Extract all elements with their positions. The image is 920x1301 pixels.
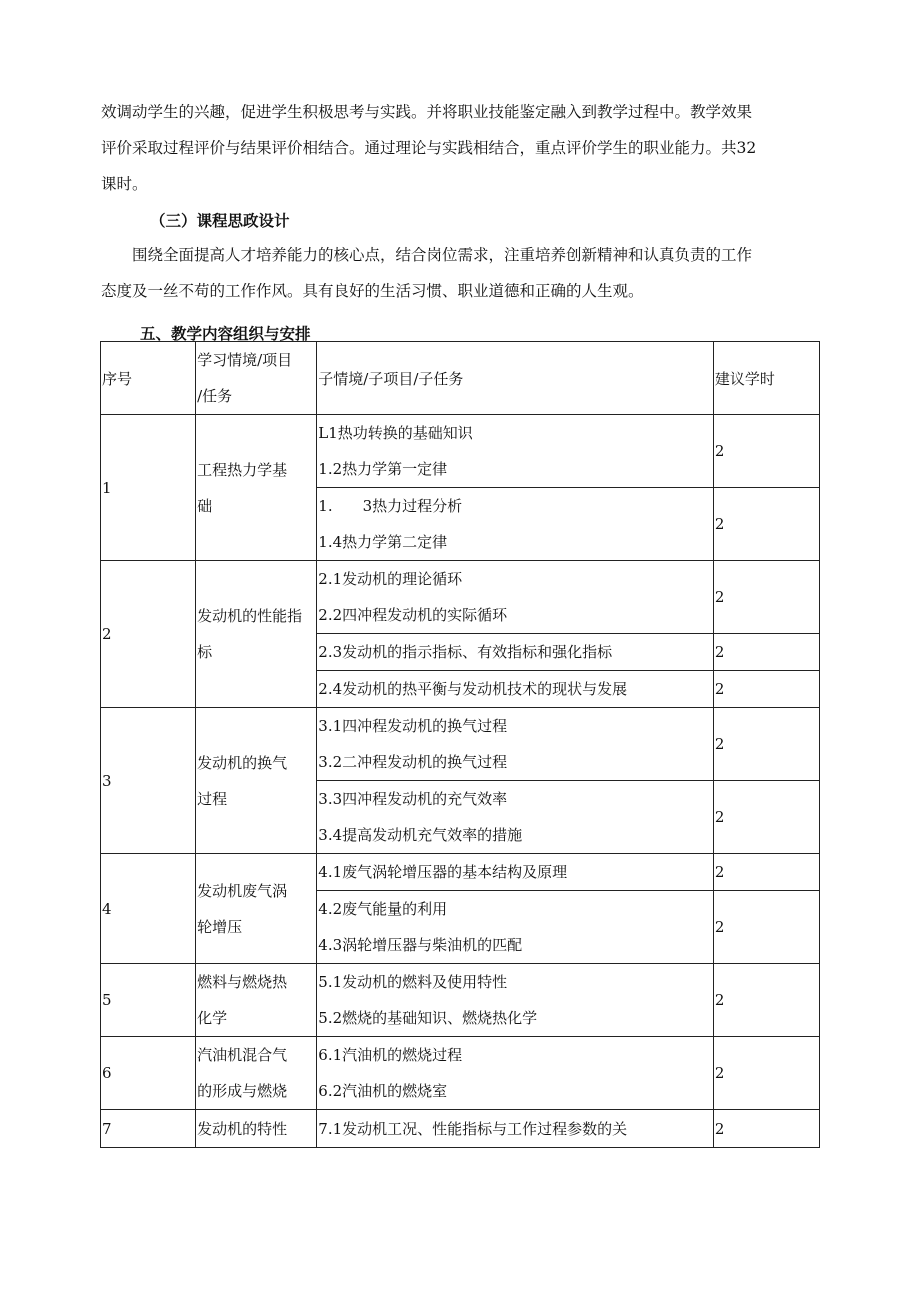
seq-cell: 1 (101, 415, 196, 561)
situation-line: 化学 (197, 1009, 228, 1027)
situation-line: 发动机的换气 (197, 753, 288, 772)
teaching-plan-table (100, 341, 820, 1148)
subtask-item: 3.4提高发动机充气效率的措施 (318, 826, 523, 844)
situation-cell (196, 1037, 317, 1110)
hours-cell: 2 (713, 708, 819, 781)
header-subtask: 子情境/子项目/子任务 (317, 342, 714, 415)
situation-line: 发动机废气涡 (197, 881, 288, 900)
situation-cell (196, 415, 317, 561)
subtask-cell (317, 781, 714, 854)
hours-cell: 2 (713, 415, 819, 488)
subtask-item: 3.1四冲程发动机的换气过程 (318, 717, 508, 735)
header-seq: 序号 (101, 342, 196, 415)
subtask-item: 2.3发动机的指示指标、有效指标和强化指标 (318, 643, 613, 661)
paragraph-line: 围绕全面提高人才培养能力的核心点，结合岗位需求，注重培养创新精神和认真负责的工作 (132, 246, 753, 264)
hours-cell: 2 (713, 891, 819, 964)
paragraph-line: 态度及一丝不苟的工作作风。具有良好的生活习惯、职业道德和正确的人生观。 (101, 282, 644, 300)
subtask-item: 1.2热力学第一定律 (318, 460, 448, 478)
subtask-item: 1.4热力学第二定律 (318, 533, 448, 551)
situation-line: 发动机的性能指 (197, 607, 303, 625)
seq-cell: 3 (101, 708, 196, 854)
situation-line: 过程 (197, 789, 228, 808)
table-row (101, 964, 820, 1037)
paragraph-line: 评价采取过程评价与结果评价相结合。通过理论与实践相结合，重点评价学生的职业能力。共32 (101, 139, 757, 157)
subtask-item: 3.2二冲程发动机的换气过程 (318, 753, 508, 771)
subtask-cell (317, 891, 714, 964)
situation-line: 燃料与燃烧热 (197, 973, 288, 991)
subtask-cell (317, 561, 714, 634)
subtask-cell (317, 488, 714, 561)
header-situation-line: /任务 (197, 387, 233, 405)
hours-cell: 2 (713, 1037, 819, 1110)
section-heading: 五、教学内容组织与安排 (140, 325, 311, 343)
hours-cell: 2 (713, 1110, 819, 1148)
subtask-item: 1. 3热力过程分析 (318, 497, 463, 515)
subtask-item: 5.2燃烧的基础知识、燃烧热化学 (318, 1009, 538, 1027)
subtask-cell (317, 1037, 714, 1110)
paragraph-ideology (101, 237, 823, 309)
subtask-cell (317, 964, 714, 1037)
paragraph-assessment (101, 94, 823, 202)
table-row (101, 1110, 820, 1148)
paragraph-line: 效调动学生的兴趣，促进学生积极思考与实践。并将职业技能鉴定融入到教学过程中。教学效果 (101, 103, 753, 121)
seq-cell: 6 (101, 1037, 196, 1110)
subtask-item: 2.1发动机的理论循环 (318, 570, 463, 588)
subtask-cell (317, 854, 714, 891)
table-header-row (101, 342, 820, 415)
subtask-item: 6.2汽油机的燃烧室 (318, 1082, 448, 1100)
seq-cell: 4 (101, 854, 196, 964)
subtask-cell (317, 634, 714, 671)
table-row (101, 561, 820, 634)
subtask-item: 6.1汽油机的燃烧过程 (318, 1046, 463, 1064)
seq-cell: 2 (101, 561, 196, 708)
situation-line: 标 (197, 643, 213, 661)
subtask-cell (317, 671, 714, 708)
subtask-item: 3.3四冲程发动机的充气效率 (318, 790, 508, 808)
situation-cell (196, 854, 317, 964)
situation-line: 工程热力学基 (197, 460, 288, 479)
subtask-item: L1热功转换的基础知识 (318, 424, 473, 442)
table-row (101, 854, 820, 891)
situation-cell (196, 964, 317, 1037)
hours-cell: 2 (713, 854, 819, 891)
hours-cell: 2 (713, 781, 819, 854)
paragraph-line: 课时。 (101, 175, 148, 193)
subtask-item: 4.3涡轮增压器与柴油机的匹配 (318, 936, 523, 954)
hours-cell: 2 (713, 964, 819, 1037)
hours-cell: 2 (713, 671, 819, 708)
subtask-cell (317, 708, 714, 781)
table-row (101, 415, 820, 488)
header-situation (196, 342, 317, 415)
sub-heading-ideology: （三）课程思政设计 (150, 212, 290, 230)
subtask-cell (317, 415, 714, 488)
subtask-item: 5.1发动机的燃料及使用特性 (318, 973, 508, 991)
seq-cell: 5 (101, 964, 196, 1037)
seq-cell: 7 (101, 1110, 196, 1148)
situation-line: 础 (197, 496, 213, 515)
table-row (101, 708, 820, 781)
situation-cell (196, 561, 317, 708)
situation-line: 的形成与燃烧 (197, 1082, 288, 1100)
subtask-item: 7.1发动机工况、性能指标与工作过程参数的关 (318, 1119, 628, 1138)
hours-cell: 2 (713, 561, 819, 634)
subtask-cell (317, 1110, 714, 1148)
subtask-item: 2.4发动机的热平衡与发动机技术的现状与发展 (318, 680, 628, 698)
situation-line: 发动机的特性 (197, 1119, 288, 1138)
subtask-item: 4.1废气涡轮增压器的基本结构及原理 (318, 863, 568, 881)
header-hours: 建议学时 (713, 342, 819, 415)
situation-cell (196, 708, 317, 854)
hours-cell: 2 (713, 634, 819, 671)
situation-cell (196, 1110, 317, 1148)
situation-line: 轮增压 (197, 917, 243, 936)
hours-cell: 2 (713, 488, 819, 561)
situation-line: 汽油机混合气 (197, 1046, 288, 1064)
table-row (101, 1037, 820, 1110)
subtask-item: 4.2废气能量的利用 (318, 900, 448, 918)
header-situation-line: 学习情境/项目 (197, 351, 293, 369)
subtask-item: 2.2四冲程发动机的实际循环 (318, 606, 508, 624)
